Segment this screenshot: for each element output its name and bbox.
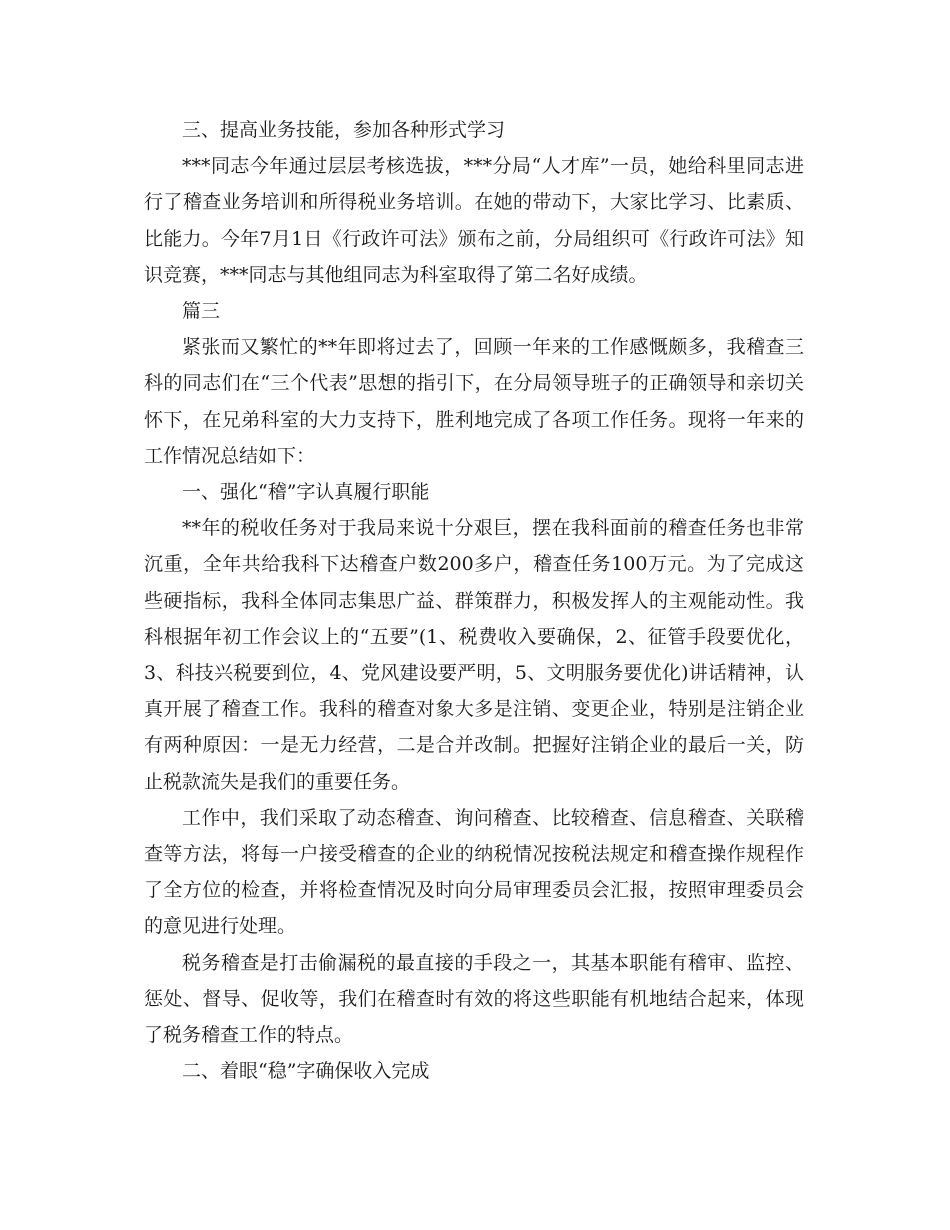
chapter-heading-part-three: 篇三	[182, 300, 221, 323]
section-heading-stable-income: 二、着眼“稳”字确保收入完成	[182, 1060, 430, 1083]
paragraph-audit-methods: 工作中，我们采取了动态稽查、询问稽查、比较稽查、信息稽查、关联稽查等方法，将每一户接受稽查的企业的纳税情况按税法规定和稽查操作规程作了全方位的检查，并将检查情况及时向分局审理委员会汇报，按照审理委员会的意见进行处理。	[144, 806, 804, 938]
paragraph-training: ***同志今年通过层层考核选拔，***分局“人才库”一员，她给科里同志进行了稽查业务培训和所得税业务培训。在她的带动下，大家比学习、比素质、比能力。今年7月1日《行政许可法》颁布之前，分局组织可《行政许可法》知识竞赛，***同志与其他组同志为科室取得了第二名好成绩。	[144, 155, 804, 286]
section-heading-improve-skills: 三、提高业务技能，参加各种形式学习	[182, 119, 506, 141]
paragraph-audit-functions: 税务稽查是打击偷漏税的最直接的手段之一，其基本职能有稽审、监控、惩处、督导、促收等，我们在稽查时有效的将这些职能有机地结合起来，体现了税务稽查工作的特点。	[144, 951, 804, 1047]
section-heading-audit-duty: 一、强化“稽”字认真履行职能	[182, 481, 430, 504]
document-body	[144, 112, 804, 1089]
paragraph-intro: 紧张而又繁忙的**年即将过去了，回顾一年来的工作感慨颇多，我稽查三科的同志们在“三个代表”思想的指引下，在分局领导班子的正确领导和亲切关怀下，在兄弟科室的大力支持下，胜利地完成了各项工作任务。现将一年来的工作情况总结如下：	[144, 336, 804, 467]
paragraph-tax-task: **年的税收任务对于我局来说十分艰巨，摆在我科面前的稽查任务也非常沉重，全年共给我科下达稽查户数200多户，稽查任务100万元。为了完成这些硬指标，我科全体同志集思广益、群策群力，积极发挥人的主观能动性。我科根据年初工作会议上的“五要”(1、税费收入要确保，2、征管手段要优化，3、科技兴税要到位，4、党风建设要严明，5、文明服务要优化)讲话精神，认真开展了稽查工作。我科的稽查对象大多是注销、变更企业，特别是注销企业有两种原因：一是无力经营，二是合并改制。把握好注销企业的最后一关，防止税款流失是我们的重要任务。	[144, 517, 804, 793]
